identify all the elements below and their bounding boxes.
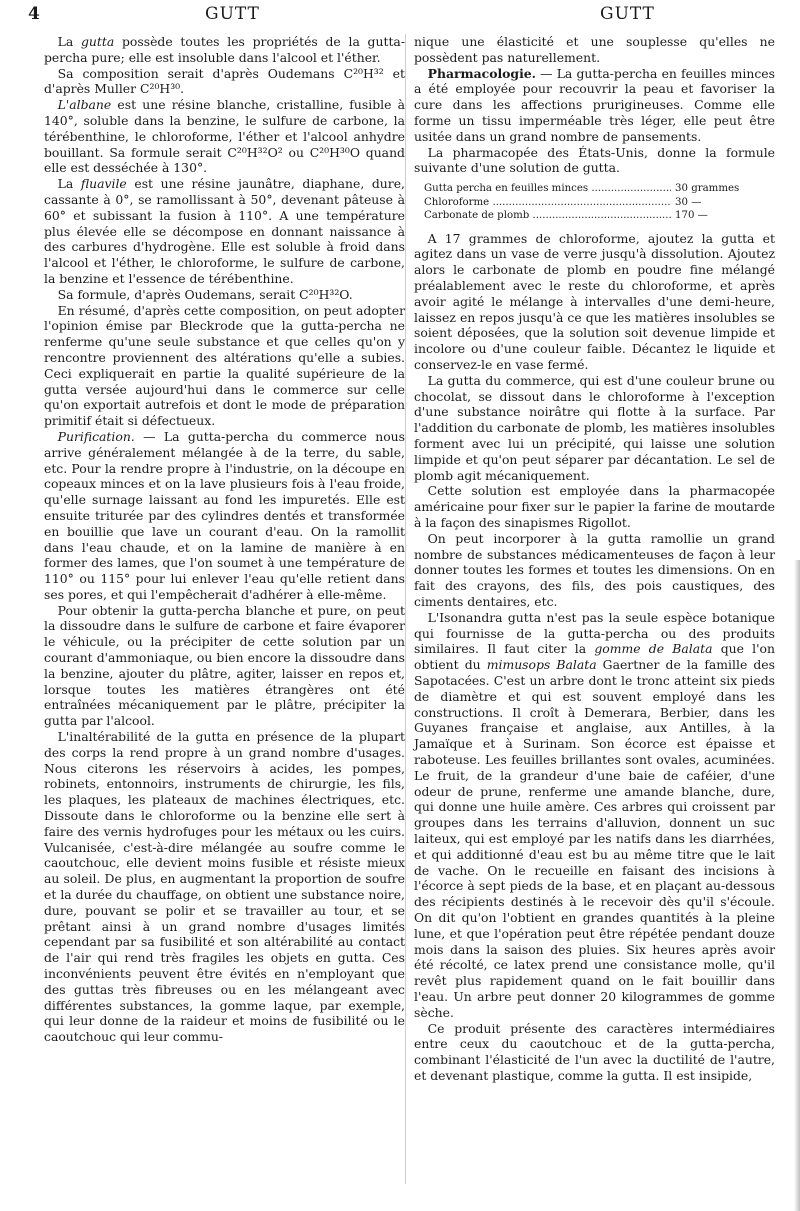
text-run: Sa formule, d'après Oudemans, serait C²⁰H³²O. — [57, 286, 353, 302]
paragraph — [44, 66, 405, 98]
paragraph — [44, 97, 405, 176]
paragraph — [44, 603, 405, 729]
paragraph — [44, 34, 405, 66]
paragraph — [44, 287, 405, 303]
text-run: possède toutes les propriétés de la gutta-percha pure; elle est insoluble dans l'alcool et l'éther. — [44, 34, 406, 65]
text-run: nique une élasticité et une souplesse qu'elles ne possèdent pas naturellement. — [414, 34, 775, 65]
recipe-row — [424, 182, 775, 196]
recipe-row — [424, 209, 775, 223]
running-head-right: GUTT — [600, 4, 655, 24]
paragraph — [44, 303, 405, 429]
text-run: La gutta du commerce, qui est d'une couleur brune ou chocolat, se dissout dans le chloroforme à l'exception d'une substance noirâtre qui flotte à la surface. Par l'addition du carbonate de plomb, les matières insolubles forment avec lui un précipité, qui laisse une solution limpide et qu'on peut séparer par décantation. Le sel de plomb agit mécaniquement. — [414, 372, 775, 483]
text-run: Gaertner de la famille des Sapotacées. C'est un arbre dont le tronc atteint six pieds de diamètre et qui est souvent employé dans les constructions. Il croît à Demerara, Berbier, dans les Guyanes française et anglaise, aux Antilles, à la Jamaïque et à Surinam. Son écorce est épaisse et raboteuse. Les feuilles brillantes sont ovales, acuminées. Le fruit, de la grandeur d'une baie de caféier, d'une odeur de prune, renferme une amande blanche, dure, qui donne une huile amère. Ces arbres qui croissent par groupes dans les terrains d'alluvion, donnent un suc laiteux, qui est employé par les natifs dans les diarrhées, et qui additionné d'eau est bu au même titre que le lait de vache. On le recueille en faisant des incisions à l'écorce à sept pieds de la base, et en plaçant au-dessous des récipients destinés à le recevoir dès qu'il s'écoule. On dit qu'on l'obtient en grandes quantités à la pleine lune, et que l'opération peut être répétée pendant douze mois dans la saison des pluies. Six heures après avoir été récolté, ce latex prend une consistance molle, qu'il revêt plus rapidement quand on le fait bouillir dans l'eau. Un arbre peut donner 20 kilogrammes de gomme sèche. — [414, 657, 775, 1020]
paragraph — [414, 231, 775, 373]
recipe-table — [424, 182, 775, 223]
recipe-quantity: 30 grammes — [675, 183, 740, 195]
left-column — [44, 34, 405, 1045]
paragraph — [414, 66, 775, 145]
right-column-intro — [414, 34, 775, 176]
text-run: L'inaltérabilité de la gutta en présence de la plupart des corps la rend propre à un grand nombre d'usages. Nous citerons les réservoirs à acides, les pompes, robinets, entonnoirs, instruments de chirurgie, les fils, les plaques, les plateaux de machines électriques, etc. Dissoute dans le chloroforme ou la benzine elle sert à faire des vernis hydrofuges pour les métaux ou les cuirs. Vulcanisée, c'est-à-dire mélangée au soufre comme le caoutchouc, elle devient moins fusible et résiste mieux au soleil. De plus, en augmentant la proportion de soufre et la durée du chauffage, on obtient une substance noire, dure, pouvant se polir et se travailler au tour, et se prêtant ainsi à un grand nombre d'usages limités cependant par sa fusibilité et son altérabilité au contact de l'air qui rend très fragiles les objets en gutta. Ces inconvénients peuvent être évités en n'employant que des guttas très fibreuses ou en les mélangeant avec différentes substances, la gomme laque, par exemple, qui leur donne de la raideur et moins de fusibilité ou le caoutchouc qui leur commu- — [44, 729, 405, 1045]
text-run: L'Isonandra gutta n'est pas la seule espèce botanique qui fournisse de la gutta-percha ou des produits similaires. Il faut citer la — [414, 609, 775, 657]
text-run: est une résine blanche, cristalline, fusible à 140°, soluble dans la benzine, le sulfure de carbone, la térébenthine, le chloroforme, l'éther et l'alcool anhydre bouillant. Sa formule serait C²⁰H³²O² ou C²⁰H³⁰O quand elle est desséchée à 130°. — [44, 97, 405, 176]
text-run: La — [57, 34, 81, 49]
column-divider — [405, 34, 406, 1184]
italic-text: L'albane — [57, 97, 112, 113]
paragraph — [414, 610, 775, 1021]
text-run: est une résine jaunâtre, diaphane, dure, cassante à 0°, se ramollissant à 50°, devenant pâteuse à 60° et subissant la fusion à 110°. A une température plus élevée elle se décompose en donnant naissance à des carbures d'hydrogène. Elle est soluble à froid dans l'alcool et l'éther, le chloroforme, le sulfure de carbone, la benzine et l'essence de térébenthine. — [44, 176, 405, 286]
paragraph — [414, 1021, 775, 1084]
text-run: — La gutta-percha du commerce nous arrive généralement mélangée à de la terre, du sable, etc. Pour la rendre propre à l'industrie, on la découpe en copeaux minces et on la lave plusieurs fois à l'eau froide, qu'elle surnage laissant au fond les impuretés. Elle est ensuite triturée par des cylindres dentés et transformée en bouillie que lave un courant d'eau. On la ramollit dans l'eau chaude, et on la lamine de manière à en former des lames, que l'on soumet à une température de 110° ou 115° pour lui enlever l'eau qu'elle retient dans ses pores, et qui l'empêcherait d'adhérer à elle-même. — [44, 428, 405, 602]
paragraph — [414, 145, 775, 177]
paragraph — [414, 483, 775, 530]
italic-text: mimusops Balata — [486, 657, 597, 673]
text-run: La — [57, 176, 81, 192]
text-run: Cette solution est employée dans la pharmacopée américaine pour fixer sur le papier la farine de moutarde à la façon des sinapismes Rigollot. — [414, 483, 775, 531]
scan-shadow — [794, 560, 800, 1211]
italic-text: fluavile — [80, 176, 127, 192]
italic-text: gomme de Balata — [594, 641, 713, 657]
italic-text: Purification. — [57, 428, 135, 444]
text-run: Sa composition serait d'après Oudemans C²⁰H³² et d'après Muller C²⁰H³⁰. — [44, 65, 405, 97]
paragraph — [414, 373, 775, 484]
text-run: En résumé, d'après cette composition, on peut adopter l'opinion émise par Bleckrode que la gutta-percha ne renferme qu'une seule substance et que celles qu'on y rencontre proviennent des altérations qu'elle a subies. Ceci expliquerait en partie la qualité supérieure de la gutta versée aujourd'hui dans le commerce sur celle qu'on exportait autrefois et dont le mode de préparation primitif était si défectueux. — [44, 302, 405, 429]
recipe-quantity: 170 — — [675, 210, 708, 222]
bold-text: Pharmacologie. — [427, 65, 536, 81]
paragraph — [44, 429, 405, 603]
text-run: La pharmacopée des États-Unis, donne la formule suivante d'une solution de gutta. — [414, 144, 775, 176]
paragraph — [44, 729, 405, 1045]
text-run: — La gutta-percha en feuilles minces a été employée pour recouvrir la peau et favoriser la cure dans les affections prurigineuses. Comme elle forme un tissu imperméable très léger, elle peut être usitée dans un grand nombre de pansements. — [414, 65, 775, 144]
recipe-quantity: 30 — — [675, 196, 702, 208]
text-run: A 17 grammes de chloroforme, ajoutez la gutta et agitez dans un vase de verre jusqu'à dissolution. Ajoutez alors le carbonate de plomb en poudre fine mélangé préalablement avec le reste du chloroforme, et après avoir agité le mélange à intervalles d'une demi-heure, laissez en repos jusqu'à ce que les matières insolubles se soient déposées, que la solution soit devenue limpide et incolore ou d'une couleur faible. Décantez le liquide et conservez-le en vase fermé. — [414, 230, 775, 373]
running-head-left: GUTT — [205, 4, 260, 24]
recipe-item: Gutta percha en feuilles minces ..... — [424, 182, 671, 196]
text-run: que l'on obtient du — [414, 641, 775, 673]
right-column-body — [414, 231, 775, 1084]
text-run: Ce produit présente des caractères intermédiaires entre ceux du caoutchouc et de la gutta-percha, combinant l'élasticité de l'un avec la ductilité de l'autre, et devenant plastique, comme la gutta. Il est insipide, — [414, 1020, 775, 1083]
recipe-row — [424, 196, 775, 210]
page-number: 4 — [28, 4, 41, 24]
text-run: On peut incorporer à la gutta ramollie un grand nombre de substances médicamenteuses de façon à leur donner toutes les formes et toutes les dimensions. On en fait des crayons, des fils, des pois caustiques, des ciments dentaires, etc. — [414, 530, 775, 609]
recipe-item: Chloroforme ..... — [424, 196, 671, 210]
paragraph — [44, 176, 405, 287]
recipe-item: Carbonate de plomb ..... — [424, 209, 671, 223]
paragraph — [414, 531, 775, 610]
text-run: Pour obtenir la gutta-percha blanche et pure, on peut la dissoudre dans le sulfure de carbone et faire évaporer le véhicule, ou la précipiter de cette solution par un courant d'ammoniaque, ou bien encore la dissoudre dans la benzine, ajouter du plâtre, agiter, laisser en repos et, lorsque toutes les matières étrangères ont été entraînées mécaniquement par le plâtre, précipiter la gutta par l'alcool. — [44, 602, 405, 729]
right-column — [414, 34, 775, 1084]
italic-text: gutta — [80, 34, 115, 49]
paragraph — [414, 34, 775, 66]
